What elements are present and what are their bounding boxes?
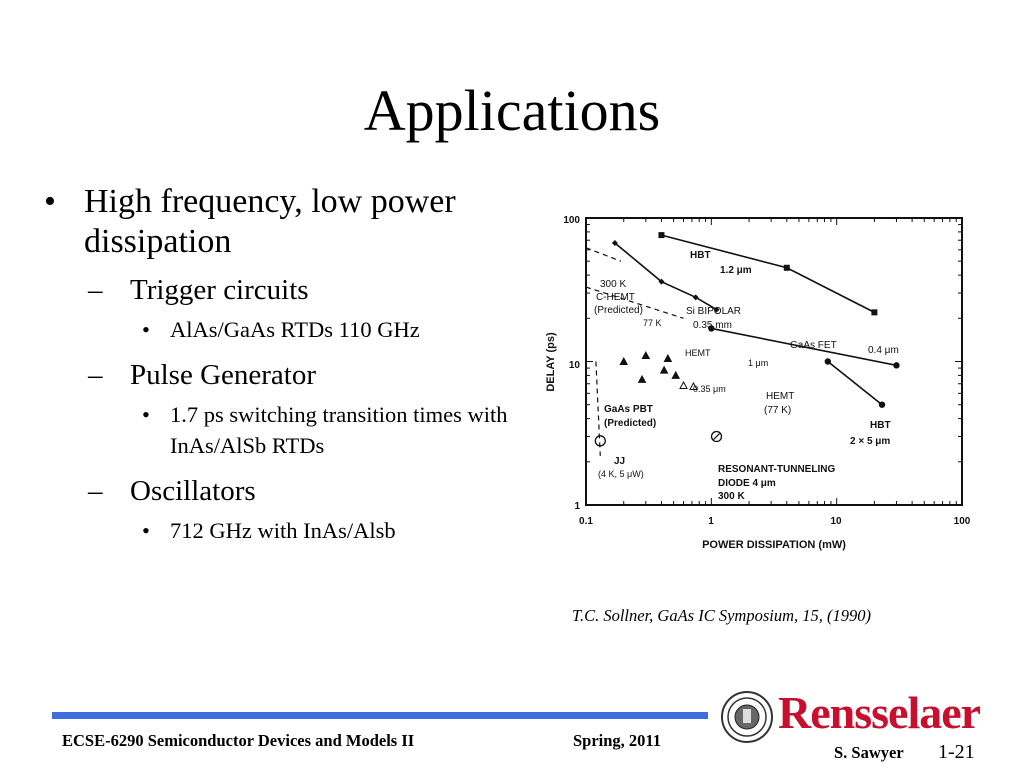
annot-hemt-1um: 1 μm bbox=[748, 358, 769, 368]
bullet-dot-icon: • bbox=[142, 317, 150, 342]
bullet-level3 bbox=[142, 399, 514, 461]
dash-icon: – bbox=[88, 274, 103, 306]
annot-rtd-3: 300 K bbox=[718, 491, 745, 502]
annot-hemt-77k: (77 K) bbox=[764, 405, 792, 416]
footer-course: ECSE-6290 Semiconductor Devices and Models II bbox=[62, 731, 415, 750]
data-point-hbt bbox=[784, 265, 790, 271]
annot-gaas-fet-size: 0.4 μm bbox=[868, 345, 899, 356]
data-point bbox=[825, 358, 831, 364]
rensselaer-seal-icon bbox=[720, 690, 774, 744]
data-point-hemt bbox=[661, 367, 668, 374]
footer-author: S. Sawyer bbox=[834, 743, 904, 762]
data-point-hemt bbox=[672, 372, 679, 379]
bullet-level2 bbox=[88, 357, 514, 393]
data-point-hemt bbox=[639, 376, 646, 383]
page-number: 1-21 bbox=[938, 741, 975, 763]
x-tick-label: 0.1 bbox=[579, 516, 593, 527]
chemt-dashed-line bbox=[586, 248, 621, 261]
bullet-text: 712 GHz with InAs/Alsb bbox=[170, 518, 396, 543]
annot-rtd-1: RESONANT-TUNNELING bbox=[718, 464, 836, 475]
data-point-hemt bbox=[642, 352, 649, 359]
series-line bbox=[661, 235, 874, 312]
data-point bbox=[879, 401, 885, 407]
delay-power-chart bbox=[538, 210, 978, 555]
bullet-text: Trigger circuits bbox=[130, 274, 309, 306]
bullet-level3 bbox=[142, 515, 514, 546]
dash-icon: – bbox=[88, 475, 103, 507]
x-tick-label: 100 bbox=[953, 516, 971, 527]
annot-chemt-77k: 77 K bbox=[643, 318, 662, 328]
annot-rtd-2: DIODE 4 μm bbox=[718, 478, 776, 489]
annot-gaas-fet: GaAs FET bbox=[790, 340, 837, 351]
y-tick-label: 10 bbox=[568, 360, 580, 371]
bullet-dot-icon: • bbox=[142, 518, 150, 543]
annot-chemt-1: 300 K bbox=[600, 279, 627, 290]
annot-jj-1: JJ bbox=[614, 456, 626, 467]
footer-term: Spring, 2011 bbox=[573, 731, 662, 750]
bullet-text: Oscillators bbox=[130, 475, 256, 507]
dash-icon: – bbox=[88, 359, 103, 391]
bullet-text: Pulse Generator bbox=[130, 359, 317, 391]
bullet-text: 1.7 ps switching transition times with InAs/AlSb RTDs bbox=[170, 402, 508, 458]
annot-chemt-2: C-HEMT bbox=[596, 292, 635, 303]
annot-si-bipolar-2: 0.35 mm bbox=[693, 320, 732, 331]
y-tick-label: 1 bbox=[574, 501, 580, 512]
bullet-text: AlAs/GaAs RTDs 110 GHz bbox=[170, 317, 420, 342]
annot-gaas-pbt-2: (Predicted) bbox=[604, 418, 657, 429]
bullet-level2 bbox=[88, 473, 514, 509]
bullet-dot-icon: • bbox=[142, 402, 150, 427]
bullet-text: High frequency, low power dissipation bbox=[84, 183, 456, 260]
annot-hemt-035: 0.35 μm bbox=[693, 384, 726, 394]
figure-caption: T.C. Sollner, GaAs IC Symposium, 15, (1990) bbox=[572, 606, 871, 625]
rensselaer-logo: Rensselaer bbox=[778, 687, 981, 738]
y-axis-label: DELAY (ps) bbox=[545, 332, 557, 392]
annot-hbt-top: HBT bbox=[690, 250, 711, 261]
annot-hbt-bottom: HBT bbox=[870, 420, 891, 431]
series-line bbox=[828, 362, 882, 405]
bullet-list bbox=[44, 182, 514, 558]
bullet-dot-icon: • bbox=[44, 183, 56, 220]
y-tick-label: 100 bbox=[563, 215, 580, 226]
bullet-level3 bbox=[142, 314, 514, 345]
chart-svg bbox=[538, 210, 978, 555]
data-point-hbt bbox=[871, 309, 877, 315]
slide-title: Applications bbox=[363, 78, 661, 143]
bullet-level1 bbox=[44, 182, 514, 262]
annot-jj-2: (4 K, 5 μW) bbox=[598, 469, 644, 479]
data-point-hemt bbox=[620, 358, 627, 365]
annot-si-bipolar-1: Si BIPOLAR bbox=[686, 306, 742, 317]
annot-hemt-right: HEMT bbox=[766, 391, 795, 402]
bullet-level2 bbox=[88, 272, 514, 308]
data-point bbox=[893, 362, 899, 368]
annot-chemt-3: (Predicted) bbox=[594, 305, 643, 316]
x-tick-label: 10 bbox=[830, 516, 842, 527]
x-axis-label: POWER DISSIPATION (mW) bbox=[702, 539, 846, 551]
annot-hbt-bottom-size: 2 × 5 μm bbox=[850, 436, 891, 447]
data-point-hemt bbox=[664, 355, 671, 362]
data-point-hemt bbox=[680, 382, 687, 389]
annot-hbt-top-size: 1.2 μm bbox=[720, 265, 752, 276]
annot-hemt-left: HEMT bbox=[685, 348, 711, 358]
footer-divider bbox=[52, 712, 708, 719]
data-point-hbt bbox=[658, 232, 664, 238]
annot-gaas-pbt-1: GaAs PBT bbox=[604, 404, 653, 415]
plot-frame bbox=[586, 218, 962, 505]
x-tick-label: 1 bbox=[708, 516, 714, 527]
